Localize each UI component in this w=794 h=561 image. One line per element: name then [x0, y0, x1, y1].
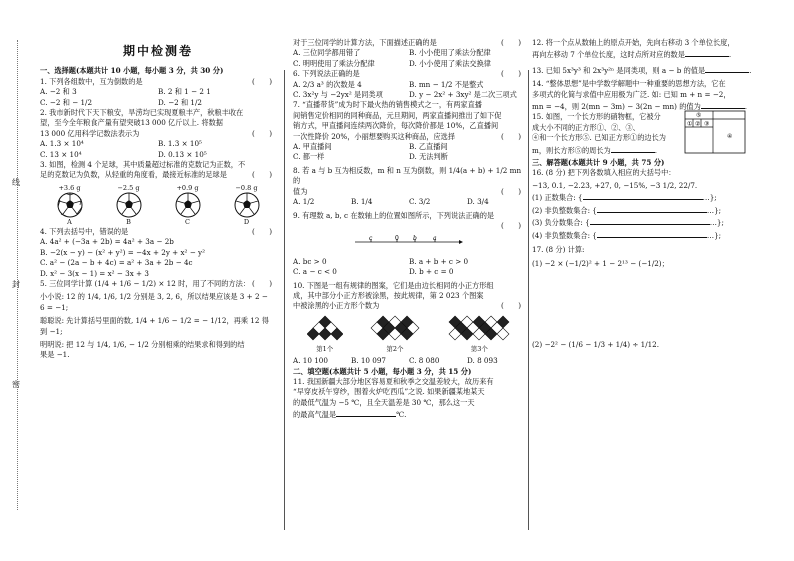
- q9-options: [293, 257, 525, 267]
- q8-option-c: C. 3/2: [409, 197, 431, 207]
- q12-line-1: 12. 将一个点从数轴上的原点开始，先向右移动 3 个单位长度，: [532, 38, 735, 47]
- q15-rectangle-figure: [684, 110, 746, 154]
- side-label-xian: 线: [12, 178, 20, 187]
- pattern-1: [307, 314, 343, 354]
- q8-options: [293, 197, 525, 207]
- q15-answer-blank[interactable]: [611, 144, 655, 153]
- q16-set-2: (2) 非负整数集合: { …};: [532, 205, 722, 215]
- q2-line-3: 13 000 亿用科学记数法表示为 ( ): [40, 128, 272, 138]
- section-1-heading: 一、选择题(本题共计 10 小题，每小题 3 分，共 30 分): [40, 66, 224, 76]
- q16-set-2-blank[interactable]: [597, 204, 707, 213]
- q9-option-b: B. a + b + c > 0: [409, 256, 469, 266]
- region-1-label: ①: [687, 120, 693, 128]
- q4-option-a: A. 4a² + (−3a + 2b) = 4a² + 3a − 2b: [40, 237, 174, 247]
- section-3-heading: 三、解答题(本题共计 9 小题，共 75 分): [532, 158, 665, 168]
- q1-option-a: A. −2 和 3: [40, 87, 77, 97]
- q9-paren: ( ): [501, 220, 521, 230]
- q7-line-4: 一次性降价 20%，小丽想要购买这种商品，应选择 ( ): [293, 131, 521, 141]
- q7-line-3: 销方式，甲直播间连续两次降价，每次降价都是 10%，乙直播间: [293, 121, 499, 131]
- q8-line-1: 8. 若 a 与 b 互为相反数，m 和 n 互为倒数，则 1/4(a + b) + 1/2 mn 的: [293, 165, 522, 186]
- q9-options-2: [293, 267, 525, 277]
- q4-option-b: B. −2(x − y) − (x² + y²) = −4x + 2y + x² − y²: [40, 247, 205, 257]
- axis-label-c: c: [369, 235, 373, 243]
- ball-c-mass: +0.9 g: [176, 183, 199, 192]
- q7-line-1: 7. “直播带货”成为时下最火热的销售模式之一，有两家直播: [293, 100, 482, 110]
- q17-workspace-1[interactable]: [532, 270, 778, 340]
- q15-line-3: ④和一个长方形⑤. 已知正方形①的边长为: [532, 133, 666, 143]
- column-1: [40, 30, 276, 361]
- q8-line-2: 值为 ( ): [293, 186, 521, 196]
- soccer-ball-icon: [175, 192, 201, 218]
- q15-block: [532, 112, 778, 156]
- region-3-label: ③: [704, 120, 710, 128]
- q4-stem: 4. 下列去括号中，错误的是 ( ): [40, 226, 272, 236]
- q12-line-2: 再向左移动 7 个单位长度，这时点所对应的数是 .: [532, 50, 732, 60]
- column-3: [532, 38, 778, 350]
- q3-line-2: 足的克数记为负数，从轻重的角度看，最接近标准的足球是 ( ): [40, 170, 272, 180]
- q5-option-b: B. 小小使用了乘法分配律: [409, 48, 491, 58]
- q10-line-2: 成，其中部分小正方形被涂黑，按此规律，第 2 023 个图案: [293, 290, 484, 300]
- q11-line-1: 11. 我国新疆大部分地区容易夏和秋季之交温差较大，故历来有: [293, 376, 494, 386]
- q9-option-a: A. bc > 0: [293, 256, 327, 266]
- q3-line-1: 3. 如图，检测 4 个足球，其中质量超过标准的克数记为正数，不: [40, 160, 246, 170]
- ball-d-mass: −0.8 g: [235, 183, 258, 192]
- q2-option-c: C. 13 × 10⁴: [40, 149, 82, 159]
- pattern-3-label: 第3个: [470, 344, 488, 353]
- q10-line-1: 10. 下图是一组有规律的图案，它们是由边长相同的小正方形组: [293, 280, 494, 290]
- q11-line-3: 的最低气温为 −5 ℃，且全天温差是 30 ℃，那么这一天: [293, 397, 475, 407]
- q16-set-4-blank[interactable]: [597, 229, 707, 238]
- soccer-ball-icon: [57, 192, 83, 218]
- ball-b: [116, 184, 142, 226]
- q7-option-c: C. 都一样: [293, 152, 325, 162]
- q6-options: [293, 80, 525, 90]
- q10-option-c: C. 8 080: [409, 356, 440, 366]
- exam-sheet: [8, 30, 786, 535]
- q17-part-1: (1) −2 × (−1/2)² + 1 − 2¹³ − (−1/2)；: [532, 259, 669, 269]
- q5-option-c: C. 明明使用了乘法分配律: [293, 58, 375, 68]
- q17-part-2: (2) −2² − (1/6 − 1/3 + 1/4) ÷ 1/12.: [532, 339, 660, 349]
- q5-line-1: 小小说: 12 的 1/4, 1/6, 1/2 分别是 3, 2, 6，所以结果应该是 3 + 2 −: [40, 292, 268, 302]
- axis-label-b: b: [413, 235, 417, 243]
- q15-line-4: m，则长方形⑤的周长为 .: [532, 145, 657, 155]
- side-label-feng: 封: [12, 280, 20, 289]
- q10-option-d: D. 8 093: [467, 356, 498, 366]
- ball-c-label: C: [185, 217, 190, 226]
- q5-options: [293, 48, 525, 58]
- ball-d-label: D: [243, 217, 250, 226]
- ball-b-label: B: [126, 217, 131, 226]
- q8-option-d: D. 3/4: [467, 197, 489, 207]
- q16-set-1: (1) 正数集合: { …};: [532, 193, 717, 203]
- q15-line-2: 成大小不同的正方形①、②、③、: [532, 122, 640, 132]
- q2-option-d: D. 0.13 × 10⁵: [158, 149, 207, 159]
- q1-option-d: D. −2 和 1/2: [158, 97, 202, 107]
- ball-d: [234, 184, 260, 226]
- q16-set-1-blank[interactable]: [583, 191, 703, 200]
- q16-stem: 16. (8 分) 把下列各数填入相应的大括号中：: [532, 168, 676, 178]
- column-divider-2: [528, 70, 529, 530]
- q4-option-c: C. a² − (2a − b + 4c) = a² + 3a + 2b − 4c: [40, 258, 193, 268]
- pattern-2-label: 第2个: [386, 344, 404, 353]
- q5-option-d: D. 小小使用了乘法交换律: [409, 58, 491, 68]
- q16-set-4: (4) 非负整数集合: { …};: [532, 230, 722, 240]
- q9-stem: 9. 有理数 a, b, c 在数轴上的位置如图所示，下列说法正确的是: [293, 210, 495, 220]
- q17-stem: 17. (8 分) 计算:: [532, 244, 585, 254]
- q7-option-d: D. 无法判断: [409, 152, 448, 162]
- q7-option-a: A. 甲直播间: [293, 142, 332, 152]
- ball-a-label: A: [67, 217, 72, 226]
- q2-option-a: A. 1.3 × 10⁴: [40, 139, 84, 149]
- q9-option-d: D. b + c = 0: [409, 267, 454, 277]
- region-2-label: ②: [695, 120, 701, 128]
- q5-line-2: 6 = −1;: [40, 302, 69, 312]
- diamond-pattern-icon: [370, 314, 420, 344]
- q9-number-line: [353, 235, 463, 249]
- q5-option-a: A. 三位同学都用错了: [293, 48, 361, 58]
- q16-set-3-blank[interactable]: [590, 216, 710, 225]
- page-title: 期中检测卷: [122, 44, 193, 58]
- q8-option-a: A. 1/2: [293, 197, 315, 207]
- q11-answer-blank[interactable]: [336, 408, 396, 417]
- q6-stem: 6. 下列说法正确的是 ( ): [293, 69, 521, 79]
- q10-options: [293, 356, 525, 366]
- q13-answer-blank[interactable]: [705, 64, 749, 73]
- q7-option-b: B. 乙直播间: [409, 142, 448, 152]
- ball-a: [57, 184, 83, 226]
- soccer-ball-icon: [234, 192, 260, 218]
- q2-options-2: [40, 150, 276, 160]
- q16-numbers: −13, 0.1, −2.23, +27, 0, −15%, −3 1/2, 22/7.: [532, 180, 698, 190]
- diamond-pattern-icon: [307, 314, 343, 344]
- region-4-label: ④: [727, 133, 733, 141]
- q10-option-a: A. 10 100: [293, 356, 328, 366]
- q7-line-2: 间销售定价相同的同种商品，元旦期间，两家直播间推出了如下促: [293, 110, 502, 120]
- pattern-3: [447, 314, 511, 354]
- q16-set-3: (3) 负分数集合: { …};: [532, 218, 724, 228]
- ball-c: [175, 184, 201, 226]
- q1-options: [40, 87, 276, 97]
- q9-option-c: C. a − c < 0: [293, 267, 337, 277]
- q5-options-2: [293, 59, 525, 69]
- q14-answer-blank[interactable]: [701, 100, 745, 109]
- q2-options: [40, 139, 276, 149]
- section-2-heading: 二、填空题(本题共计 5 小题，每小题 3 分，共 15 分): [293, 366, 472, 376]
- q6-option-b: B. mn − 1/2 不是整式: [409, 79, 484, 89]
- region-5-label: ⑤: [696, 112, 702, 120]
- q5-line-6: 果是 −1.: [40, 350, 70, 360]
- q10-line-3: 中被涂黑的小正方形个数为 ( ): [293, 301, 521, 311]
- q1-option-c: C. −2 和 − 1/2: [40, 97, 93, 107]
- q1-stem: 1. 下列各组数中，互为倒数的是 ( ): [40, 76, 272, 86]
- q5-stem: 5. 三位同学计算 (1/4 + 1/6 − 1/2) × 12 时，用了不同的方法： ( ): [40, 278, 272, 288]
- q10-pattern-figure: [293, 314, 525, 354]
- q14-line-3: mn = −4，则 2(mn − 3m) − 3(2n − mn) 的值为 .: [532, 102, 748, 112]
- q8-option-b: B. 1/4: [351, 197, 373, 207]
- q6-option-a: A. 2/3 a³ 的次数是 4: [293, 79, 362, 89]
- q12-answer-blank[interactable]: [685, 48, 729, 57]
- column-divider-1: [284, 70, 285, 530]
- pattern-1-label: 第1个: [316, 344, 334, 353]
- soccer-ball-icon: [116, 192, 142, 218]
- diamond-pattern-icon: [447, 314, 511, 344]
- q1-options-2: [40, 98, 276, 108]
- q14-line-2: 多项式的化简与求值中应用极为广泛. 如: 已知 m + n = −2，: [532, 89, 731, 99]
- axis-label-0: 0: [395, 235, 399, 243]
- q5-line-4: 到 −1;: [40, 326, 63, 336]
- q14-line-1: 14. “整体思想”是中学数学解题中一种重要的思想方法，它在: [532, 79, 726, 89]
- q2-line-1: 2. 我市新时代下天下粮安，旱涝均已实现夏粮丰产，秋粮丰收在: [40, 108, 244, 118]
- side-label-mi: 密: [12, 380, 20, 389]
- q2-option-b: B. 1.3 × 10⁵: [158, 139, 202, 149]
- q5-line-5: 明明说: 把 12 与 1/4, 1/6, − 1/2 分别相乘的结果求和得到的结: [40, 339, 245, 349]
- q7-options-2: [293, 152, 525, 162]
- q15-line-1: 15. 如图，一个长方形的硝物框，它被分: [532, 112, 661, 122]
- q10-option-b: B. 10 097: [351, 356, 387, 366]
- q4-option-d: D. x² − 3(x − 1) = x² − 3x + 3: [40, 268, 149, 278]
- q1-option-b: B. 2 和 1 − 2 1: [158, 87, 211, 97]
- q13-line: 13. 已知 5x³y³ 和 2x³y²ⁿ 是同类项，则 a − b 的值是 .: [532, 65, 752, 75]
- ball-a-mass: +3.6 g: [58, 183, 81, 192]
- q6-option-c: C. 3x²y 与 −2yx² 是同类项: [293, 90, 383, 100]
- q5-cont-stem: 对于三位同学的计算方法，下面描述正确的是 ( ): [293, 38, 521, 47]
- q6-option-d: D. y − 2x² + 3xy² 是二次三项式: [409, 90, 517, 100]
- column-2: [293, 38, 525, 421]
- axis-label-a: a: [433, 235, 437, 243]
- q7-options: [293, 142, 525, 152]
- pattern-2: [370, 314, 420, 354]
- q3-ball-figure: [40, 184, 276, 226]
- q2-line-2: 望，至今全年粮食产量有望突破13 000 亿斤以上. 将数据: [40, 118, 223, 128]
- q11-line-2: “早穿皮袄午穿纱，围着火炉吃西瓜”之说. 如果新疆某地某天: [293, 387, 485, 397]
- q6-options-2: [293, 90, 525, 100]
- q11-line-4: 的最高气温是 ℃.: [293, 410, 407, 420]
- ball-b-mass: −2.5 g: [117, 183, 140, 192]
- q5-line-3: 聪聪说: 先计算括号里面的数, 1/4 + 1/6 − 1/2 = − 1/12，再乘 12 得: [40, 316, 269, 326]
